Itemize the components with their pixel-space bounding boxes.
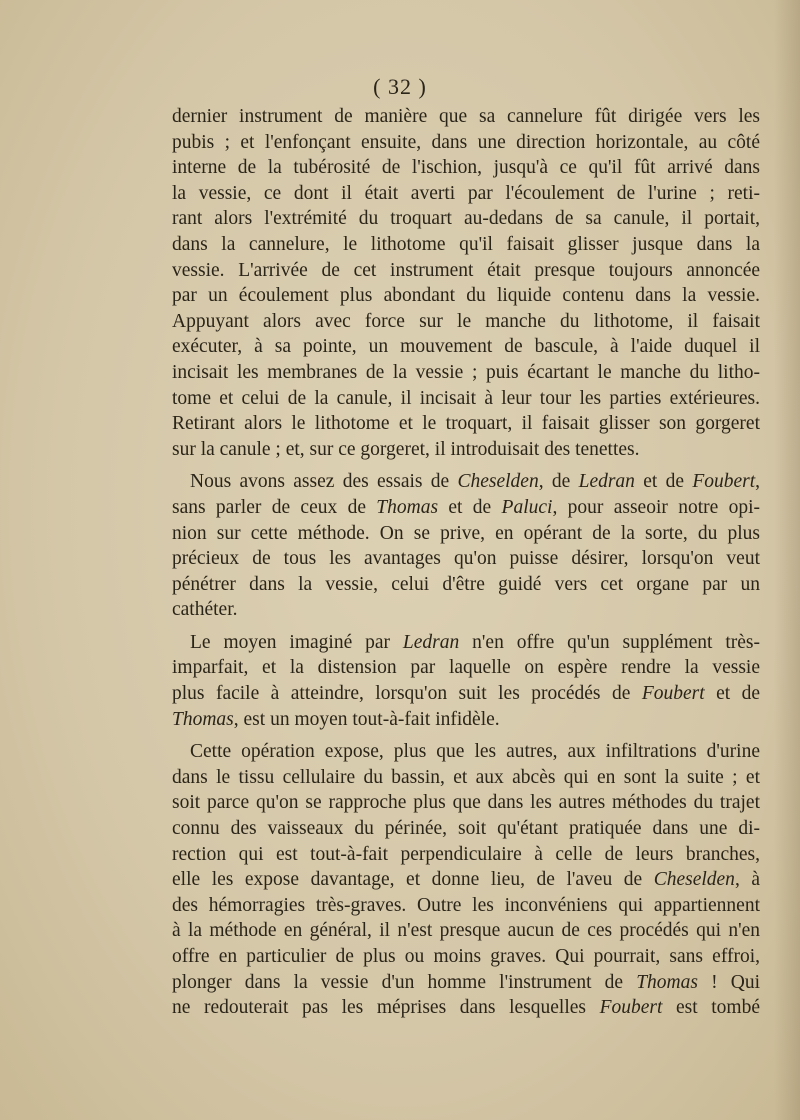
text-run: , <box>755 471 761 493</box>
text-line: soit parce qu'on se rapproche plus que dans les autres méthodes du trajet <box>172 792 760 814</box>
text-line: dans le tissu cellulaire du bassin, et aux abcès qui en sont la suite ; et <box>172 766 760 788</box>
text-line: sur la canule ; et, sur ce gorgeret, il introduisait des tenettes. <box>172 438 640 460</box>
text-run: , de <box>538 471 579 493</box>
text-line: tome et celui de la canule, il incisait à leur tour les parties extérieures. <box>172 387 760 409</box>
text-line: dans la cannelure, le lithotome qu'il faisait glisser jusque dans la <box>172 233 760 255</box>
text-line <box>172 970 760 996</box>
text-line: des hémorragies très-graves. Outre les inconvéniens qui appartiennent <box>172 894 760 916</box>
text-line <box>172 469 760 495</box>
text-line: à la méthode en général, il n'est presque aucun de ces procédés qui n'en <box>172 920 760 942</box>
text-run: et de <box>704 683 760 705</box>
text-run: elle les expose davantage, et donne lieu, de l'aveu de <box>172 869 654 891</box>
text-line: incisait les membranes de la vessie ; puis écartant le manche du litho- <box>172 361 760 383</box>
text-line: Cette opération expose, plus que les autres, aux infiltrations d'urine <box>190 741 760 763</box>
text-run: et de <box>634 471 693 493</box>
text-line: nion sur cette méthode. On se prive, en opérant de la sorte, du plus <box>172 522 760 544</box>
text-run: ne redouterait pas les méprises dans lesquelles <box>172 997 600 1019</box>
paragraph-gap <box>172 462 760 469</box>
text-run: plonger dans la vessie d'un homme l'instrument de <box>172 971 637 993</box>
page-edge-shadow <box>774 0 800 1120</box>
text-run: Le moyen imaginé par <box>190 631 403 653</box>
text-line <box>172 995 760 1021</box>
text-line: pubis ; et l'enfonçant ensuite, dans une direction horizontale, au côté <box>172 131 760 153</box>
text-line: Appuyant alors avec force sur le manche du lithotome, il faisait <box>172 310 760 332</box>
text-line: dernier instrument de manière que sa cannelure fût dirigée vers les <box>172 106 760 127</box>
italic-name: Foubert <box>599 997 663 1019</box>
text-run: , pour asseoir notre opi- <box>552 496 761 518</box>
italic-name: Thomas <box>636 971 698 993</box>
italic-name: Thomas <box>172 708 234 730</box>
text-line: offre en particulier de plus ou moins graves. Qui pourrait, sans effroi, <box>172 946 760 967</box>
italic-name: Thomas <box>376 496 439 518</box>
text-run: ! Qui <box>697 971 760 993</box>
text-run: , est un moyen tout-à-fait infidèle. <box>233 708 500 730</box>
text-line: Retirant alors le lithotome et le troquart, il faisait glisser son gorgeret <box>172 413 760 435</box>
text-line: imparfait, et la distension par laquelle on espère rendre la vessie <box>172 657 760 679</box>
text-run: Nous avons assez des essais de <box>190 471 458 493</box>
text-line <box>172 867 760 893</box>
text-line: rection qui est tout-à-fait perpendiculaire à celle de leurs branches, <box>172 843 760 865</box>
text-run: et de <box>438 496 502 518</box>
text-run: n'en offre qu'un supplément très- <box>459 631 760 653</box>
text-line: pénétrer dans la vessie, celui d'être guidé vers cet organe par un <box>172 573 760 595</box>
text-line: vessie. L'arrivée de cet instrument était presque toujours annoncée <box>172 259 760 281</box>
paragraph-gap <box>172 732 760 739</box>
italic-name: Ledran <box>402 631 460 653</box>
paragraph-gap <box>172 623 760 630</box>
text-line: connu des vaisseaux du périnée, soit qu'étant pratiquée dans une di- <box>172 818 760 840</box>
italic-name: Foubert <box>692 471 756 493</box>
body-text <box>172 104 760 1021</box>
text-line: rant alors l'extrémité du troquart au-dedans de sa canule, il portait, <box>172 208 760 230</box>
text-line: exécuter, à sa pointe, un mouvement de bascule, à l'aide duquel il <box>172 336 760 358</box>
text-run: plus facile à atteindre, lorsqu'on suit les procédés de <box>172 683 642 705</box>
italic-name: Paluci <box>501 496 553 518</box>
text-line: par un écoulement plus abondant du liquide contenu dans la vessie. <box>172 285 760 307</box>
text-run: est tombé <box>662 997 760 1019</box>
text-run: , à <box>734 869 761 891</box>
italic-name: Foubert <box>641 683 705 705</box>
page-number: ( 32 ) <box>373 74 427 99</box>
text-line <box>172 495 760 521</box>
text-line <box>172 630 760 656</box>
text-line <box>172 707 760 733</box>
text-line: la vessie, ce dont il était averti par l'écoulement de l'urine ; reti- <box>172 182 760 204</box>
italic-name: Cheselden <box>653 869 735 891</box>
text-run: sans parler de ceux de <box>172 496 377 518</box>
italic-name: Cheselden <box>457 471 539 493</box>
text-line <box>172 681 760 707</box>
text-line: cathéter. <box>172 599 238 621</box>
text-line: précieux de tous les avantages qu'on puisse désirer, lorsqu'on veut <box>172 548 760 570</box>
text-line: interne de la tubérosité de l'ischion, jusqu'à ce qu'il fût arrivé dans <box>172 157 760 179</box>
italic-name: Ledran <box>578 471 635 493</box>
